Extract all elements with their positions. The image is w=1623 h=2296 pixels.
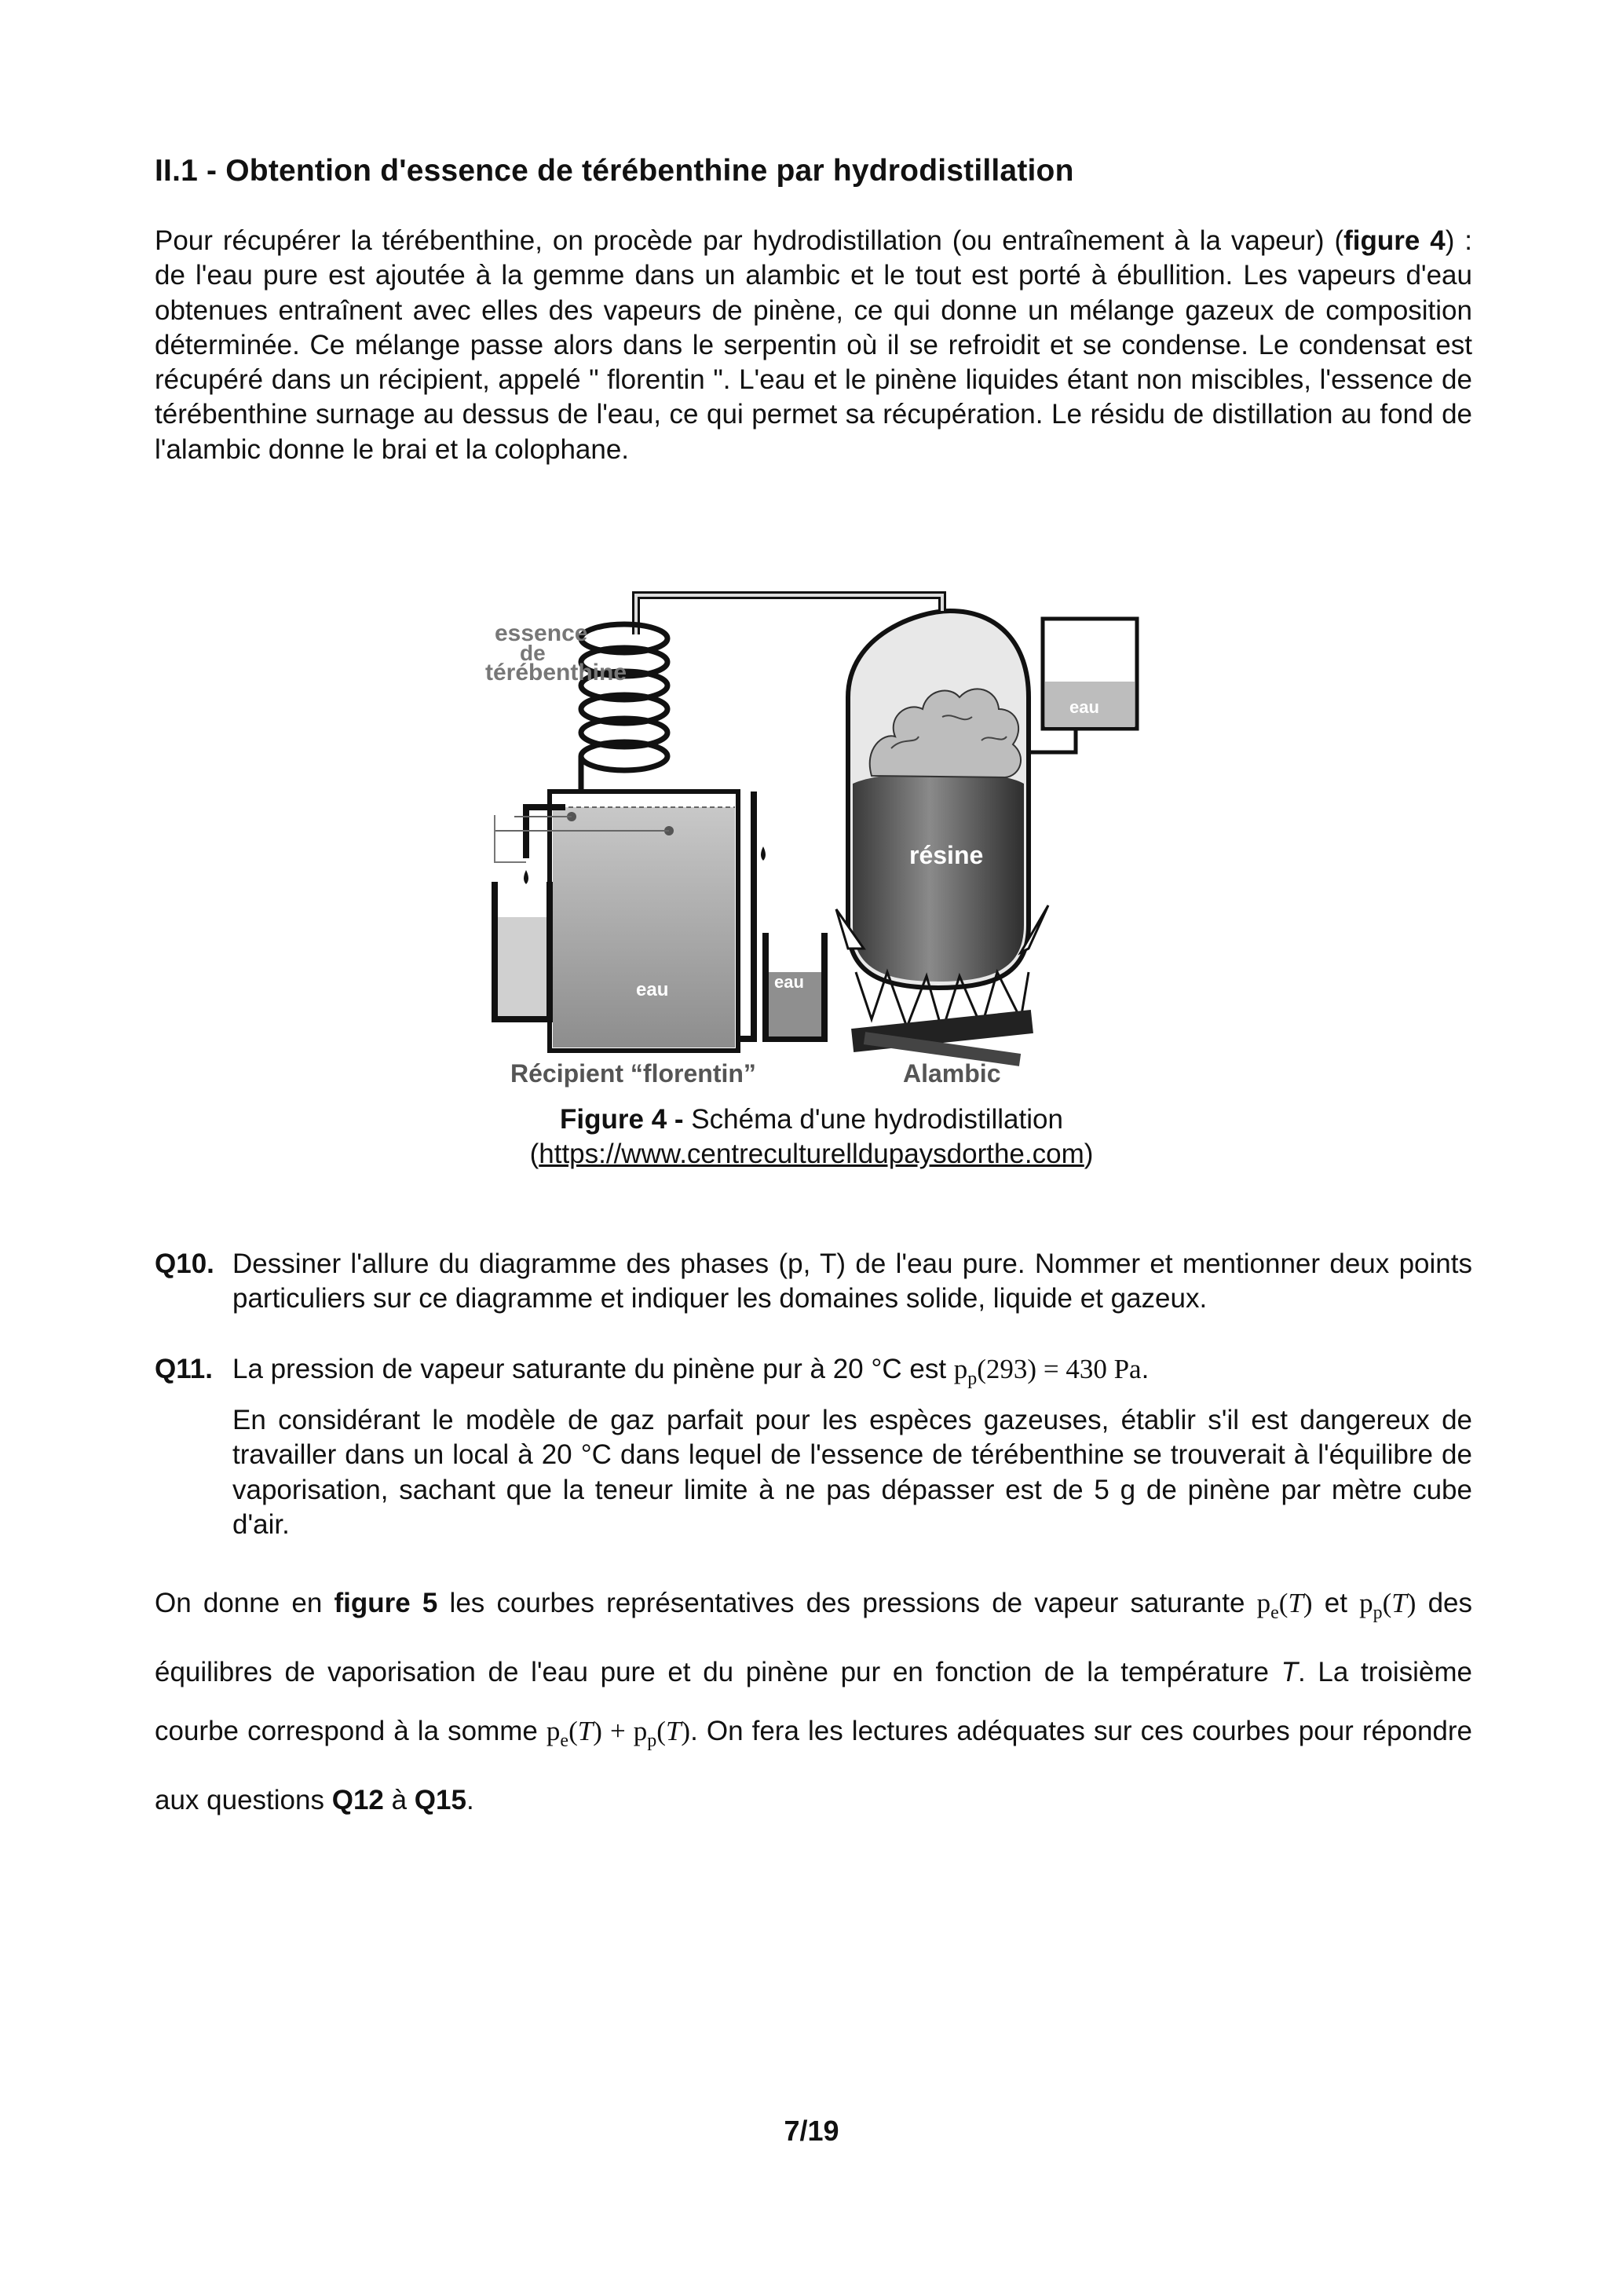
caption-text: Schéma d'une hydrodistillation xyxy=(683,1104,1063,1135)
figure-ref: figure 4 xyxy=(1343,225,1446,256)
sum-pe-sub: e xyxy=(560,1731,569,1751)
label-eau-florentin: eau xyxy=(636,979,669,1000)
q10-label: Q10. xyxy=(155,1249,214,1279)
sum-pp-p: p xyxy=(633,1716,648,1746)
sum-pe-T: T xyxy=(577,1716,594,1746)
q11-text-2: En considérant le modèle de gaz parfait pour les espèces gazeuses, établir s'il est dangereux de travailler dans un local à 20 °C dans lequel de l'essence de térébenthine se trouverait à l'équilibre de vaporisation, sachant que la teneur limite à ne pas dépasser est de 5 g de pinène par mètre cube d'air. xyxy=(232,1405,1472,1540)
hydrodistillation-figure xyxy=(479,579,1170,1090)
section-heading: II.1 - Obtention d'essence de térébenthine par hydrodistillation xyxy=(155,154,1074,188)
sum-pe-p: p xyxy=(546,1716,561,1746)
intro-paragraph xyxy=(155,224,1472,467)
label-terebenthine: térébenthine xyxy=(485,660,627,686)
p2-t8: . xyxy=(466,1785,474,1815)
source-link[interactable]: https://www.centreculturelldupaysdorthe.com xyxy=(539,1139,1084,1169)
q11-eq-sub: p xyxy=(967,1369,978,1389)
figure-source xyxy=(0,1137,1623,1172)
label-essence: essence xyxy=(495,620,588,646)
pp-p: p xyxy=(1359,1588,1373,1618)
q10-text: Dessiner l'allure du diagramme des phases (p, T) de l'eau pure. Nommer et mentionner deux points particuliers sur ce diagramme et indiquer les domaines solide, liquide et gazeux. xyxy=(232,1249,1472,1314)
q11-eq-end: . xyxy=(1141,1354,1150,1384)
label-resine: résine xyxy=(909,841,984,869)
label-eau-beaker: eau xyxy=(774,972,804,992)
question-q11 xyxy=(155,1352,1472,1396)
caption-label: Figure 4 - xyxy=(560,1104,684,1135)
q11-text-pre: La pression de vapeur saturante du pinène pur à 20 °C est xyxy=(232,1354,954,1384)
p2-t1: On donne en xyxy=(155,1588,334,1618)
pe-of-T: $p_e(T)$ xyxy=(1256,1588,1313,1623)
q11-label: Q11. xyxy=(155,1354,213,1384)
intro-text-2: ) : de l'eau pure est ajoutée à la gemme dans un alambic et le tout est porté à ébullition. Les vapeurs d'eau obtenues entraînent avec elles des vapeurs de pinène, ce qui donne un mélange gazeux de composition déterminée. Ce mélange passe alors dans le serpentin où il se refroidit et se condense. Le condensat est récupéré dans un récipient, appelé " florentin ". L'eau et le pinène liquides étant non miscibles, l'essence de térébenthine surnage au dessus de l'eau, ce qui permet sa récupération. Le résidu de distillation au fond de l'alambic donne le brai et la colophane. xyxy=(155,225,1472,465)
pp-sub: p xyxy=(1373,1603,1383,1623)
p2-T: T xyxy=(1281,1657,1298,1687)
p2-t2: les courbes représentatives des pressions de vapeur saturante xyxy=(437,1588,1257,1618)
figure-caption xyxy=(0,1102,1623,1137)
q11-eq-rest: (293) = 430 Pa xyxy=(977,1354,1142,1384)
q11-equation xyxy=(953,1354,1142,1389)
q11-eq-p: p xyxy=(953,1354,968,1384)
pp-T: T xyxy=(1391,1588,1407,1618)
pe-p: p xyxy=(1256,1588,1271,1618)
sum-pp-sub: p xyxy=(647,1731,657,1751)
pe-sub: e xyxy=(1270,1603,1279,1623)
p2-t5: . La troisième courbe correspond à la somme xyxy=(155,1657,1472,1746)
sum-expression: $p_e(T) + p_p(T)$ xyxy=(546,1716,691,1751)
serpentin-coil xyxy=(581,624,667,815)
p2-t6: . On fera les lectures adéquates sur ces courbes pour répondre aux questions xyxy=(155,1716,1472,1815)
pe-T: T xyxy=(1288,1588,1303,1618)
p2-q15-ref: Q15 xyxy=(414,1785,466,1815)
q11-text xyxy=(232,1352,1472,1396)
page-number: 7/19 xyxy=(784,2115,839,2147)
question-q10 xyxy=(155,1247,1472,1317)
alambic-still xyxy=(848,611,1029,988)
sum-plus: + xyxy=(601,1716,634,1746)
p2-t3: et xyxy=(1312,1588,1360,1618)
label-eau-reservoir: eau xyxy=(1069,697,1099,717)
source-open-paren: ( xyxy=(529,1139,539,1169)
sum-pp-T: T xyxy=(665,1716,682,1746)
water-reservoir xyxy=(1029,619,1137,752)
label-recipient-florentin: Récipient “florentin” xyxy=(510,1059,756,1088)
figure5-paragraph xyxy=(155,1574,1472,1830)
p2-t4: des équilibres de vaporisation de l'eau pure et du pinène pur en fonction de la température xyxy=(155,1588,1472,1687)
source-close-paren: ) xyxy=(1084,1139,1094,1169)
p2-figure5-ref: figure 5 xyxy=(334,1588,438,1618)
label-alambic: Alambic xyxy=(903,1059,1001,1088)
p2-q12-ref: Q12 xyxy=(331,1785,384,1815)
p2-t7: à xyxy=(383,1785,415,1815)
intro-text-1: Pour récupérer la térébenthine, on procède par hydrodistillation (ou entraînement à la vapeur) ( xyxy=(155,225,1344,256)
pp-of-T: $p_p(T)$ xyxy=(1359,1588,1416,1623)
essence-beaker xyxy=(495,831,550,1019)
label-de: de xyxy=(520,641,546,665)
